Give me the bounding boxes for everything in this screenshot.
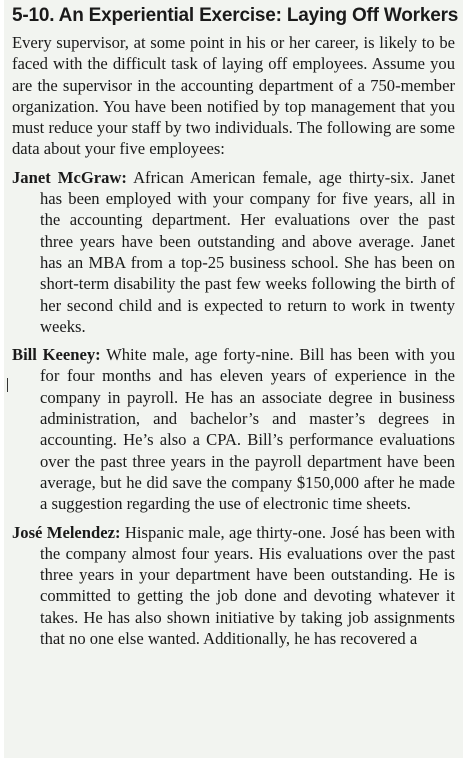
employee-name-jose: José Melendez: — [12, 522, 121, 542]
employee-text-bill: White male, age forty-nine. Bill has been with you for four months and has eleven years of experience in the company in payroll. He has an associate degree in business administration, and bachelor’s and master’s degrees in accounting. He’s also a CPA. Bill’s performance evaluations over the past three years in the payroll department have been average, but he did save the company $150,000 after he made a suggestion regarding the use of electronic time sheets. — [40, 345, 455, 514]
exercise-heading: 5-10. An Experiential Exercise: Laying Off Workers — [12, 5, 459, 26]
margin-mark — [7, 378, 8, 392]
employee-name-janet: Janet McGraw: — [12, 167, 127, 187]
employee-entry-bill — [12, 344, 455, 514]
employee-text-janet: African American female, age thirty-six. Janet has been employed with your company for five years, all in the accounting department. Her evaluations over the past three years have been outstanding and above average. Janet has an MBA from a top-25 business school. She has been on short-term disability the past few weeks following the birth of her second child and is expected to return to work in twenty weeks. — [40, 167, 456, 336]
employee-entry-janet — [12, 167, 455, 337]
employee-entry-jose — [12, 522, 455, 650]
employee-name-bill: Bill Keeney: — [12, 345, 101, 365]
employee-text-jose: Hispanic male, age thirty-one. José has been with the company almost four years. His evaluations over the past three years in your department have been outstanding. He is committed to getting the job done and devoting whatever it takes. He has also shown initiative by taking job assignments that no one else wanted. Additionally, he has recovered a — [40, 522, 455, 649]
intro-paragraph: Every supervisor, at some point in his or her career, is likely to be faced with the difficult task of laying off employees. Assume you are the supervisor in the accounting department of a 750-member organization. You have been notified by top management that you must reduce your staff by two individuals. The following are some data about your five employees: — [12, 33, 455, 159]
textbook-page — [4, 0, 463, 758]
